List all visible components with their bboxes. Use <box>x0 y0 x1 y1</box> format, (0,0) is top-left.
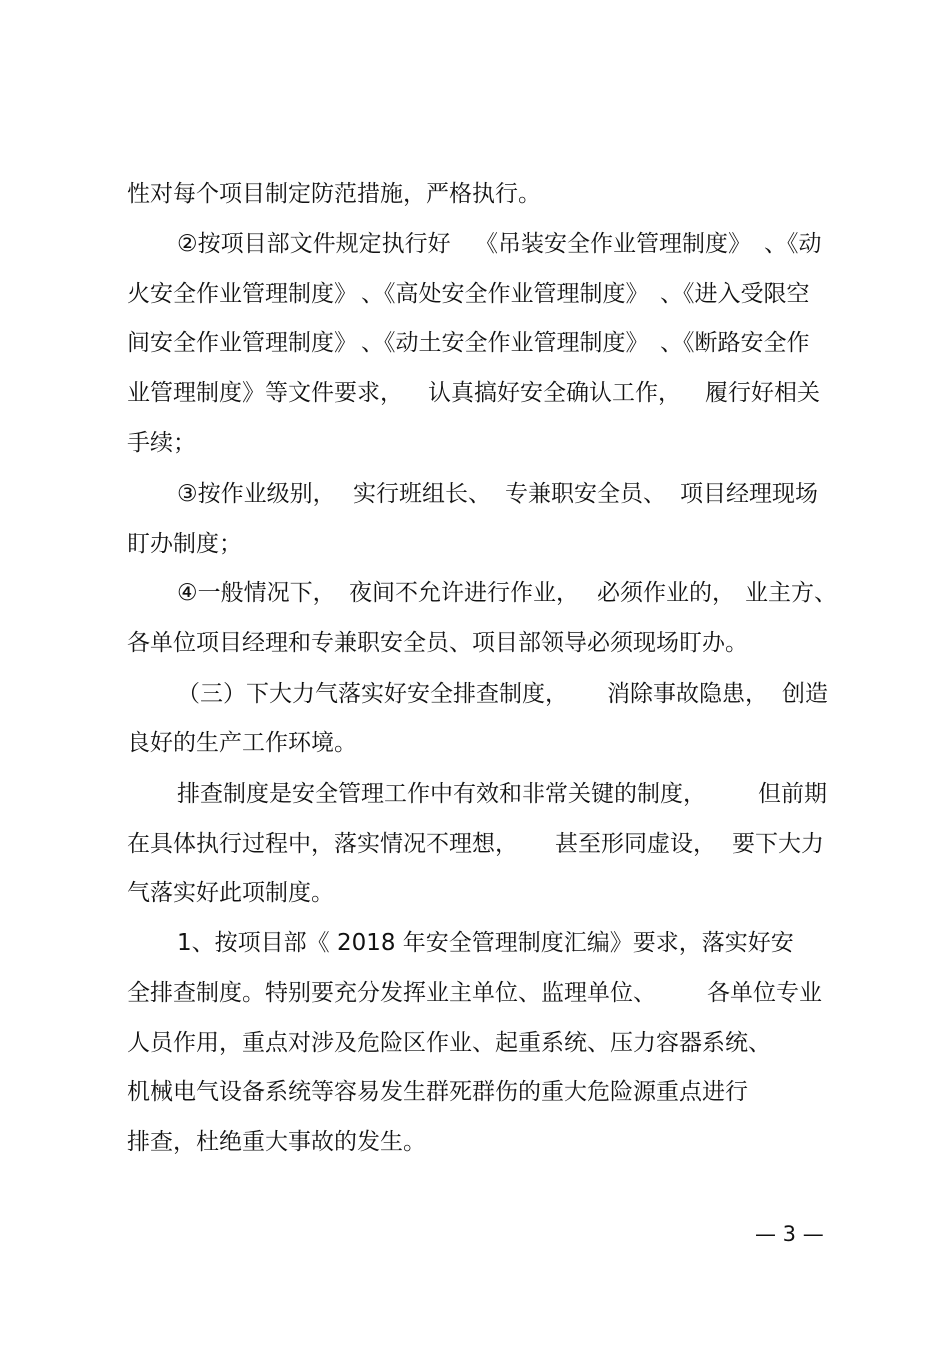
text-segment: 专兼职安全员、 <box>505 481 666 507</box>
text-segment: 全排查制度。特别要充分发挥业主单位、监理单位、 <box>127 980 656 1006</box>
text-segment: 项目经理现场 <box>680 481 818 507</box>
text-segment: 各单位项目经理和专兼职安全员、项目部领导必须现场盯办。 <box>127 630 748 656</box>
text-line <box>0 277 950 311</box>
text-line <box>0 726 950 760</box>
text-segment: 性对每个项目制定防范措施，严格执行。 <box>127 181 541 207</box>
text-segment: 排查，杜绝重大事故的发生。 <box>127 1129 426 1155</box>
text-segment: 、《动土安全作业管理制度》 <box>361 330 649 356</box>
text-segment: 消除事故隐患， <box>607 681 768 707</box>
text-segment: 、《动 <box>764 231 822 257</box>
text-segment: 火安全作业管理制度》 <box>127 281 357 307</box>
text-segment: （三）下大力气落实好安全排查制度， <box>177 681 568 707</box>
text-segment: 履行好相关 <box>705 380 820 406</box>
text-segment: 《吊装安全作业管理制度》 <box>475 231 751 257</box>
text-segment: ③按作业级别， <box>177 481 336 507</box>
text-segment: 各单位专业 <box>707 980 822 1006</box>
text-segment: 创造 <box>782 681 828 707</box>
text-segment: 、《进入受限空 <box>660 281 810 307</box>
text-segment: 良好的生产工作环境。 <box>127 730 357 756</box>
text-segment: 业主方、 <box>745 580 837 606</box>
text-segment: 手续； <box>127 430 196 456</box>
text-segment: 盯办制度； <box>127 531 242 557</box>
text-line <box>0 926 950 960</box>
text-segment: 气落实好此项制度。 <box>127 880 334 906</box>
text-line <box>0 777 950 811</box>
text-line <box>0 876 950 910</box>
text-line <box>0 426 950 460</box>
text-segment: ②按项目部文件规定执行好 <box>177 231 451 257</box>
text-line <box>0 976 950 1010</box>
text-segment: 1、按项目部《 2018 年安全管理制度汇编》要求，落实好安 <box>177 930 794 956</box>
text-segment: 排查制度是安全管理工作中有效和非常关键的制度， <box>177 781 706 807</box>
text-line <box>0 177 950 211</box>
text-segment: 间安全作业管理制度》 <box>127 330 357 356</box>
text-segment: 业管理制度》等文件要求， <box>127 380 403 406</box>
text-line <box>0 477 950 511</box>
text-segment: 、《断路安全作 <box>660 330 810 356</box>
text-segment: 必须作业的， <box>597 580 735 606</box>
text-line <box>0 326 950 360</box>
text-segment: 实行班组长、 <box>353 481 491 507</box>
text-segment: 人员作用，重点对涉及危险区作业、起重系统、压力容器系统、 <box>127 1030 771 1056</box>
text-line <box>0 827 950 861</box>
text-segment: 、《高处安全作业管理制度》 <box>361 281 649 307</box>
text-line <box>0 1026 950 1060</box>
text-line <box>0 576 950 610</box>
page-number: — 3 — <box>755 1222 824 1246</box>
text-segment: ④一般情况下， <box>177 580 336 606</box>
text-segment: 在具体执行过程中，落实情况不理想， <box>127 831 518 857</box>
text-segment: 认真搞好安全确认工作， <box>428 380 681 406</box>
text-segment: 夜间不允许进行作业， <box>349 580 579 606</box>
text-segment: 但前期 <box>758 781 827 807</box>
text-line <box>0 677 950 711</box>
text-line <box>0 376 950 410</box>
text-segment: 机械电气设备系统等容易发生群死群伤的重大危险源重点进行 <box>127 1079 748 1105</box>
text-line <box>0 527 950 561</box>
text-line <box>0 626 950 660</box>
text-segment: 要下大力 <box>732 831 824 857</box>
text-line <box>0 1075 950 1109</box>
text-line <box>0 1125 950 1159</box>
text-line <box>0 227 950 261</box>
text-segment: 甚至形同虚设， <box>555 831 716 857</box>
